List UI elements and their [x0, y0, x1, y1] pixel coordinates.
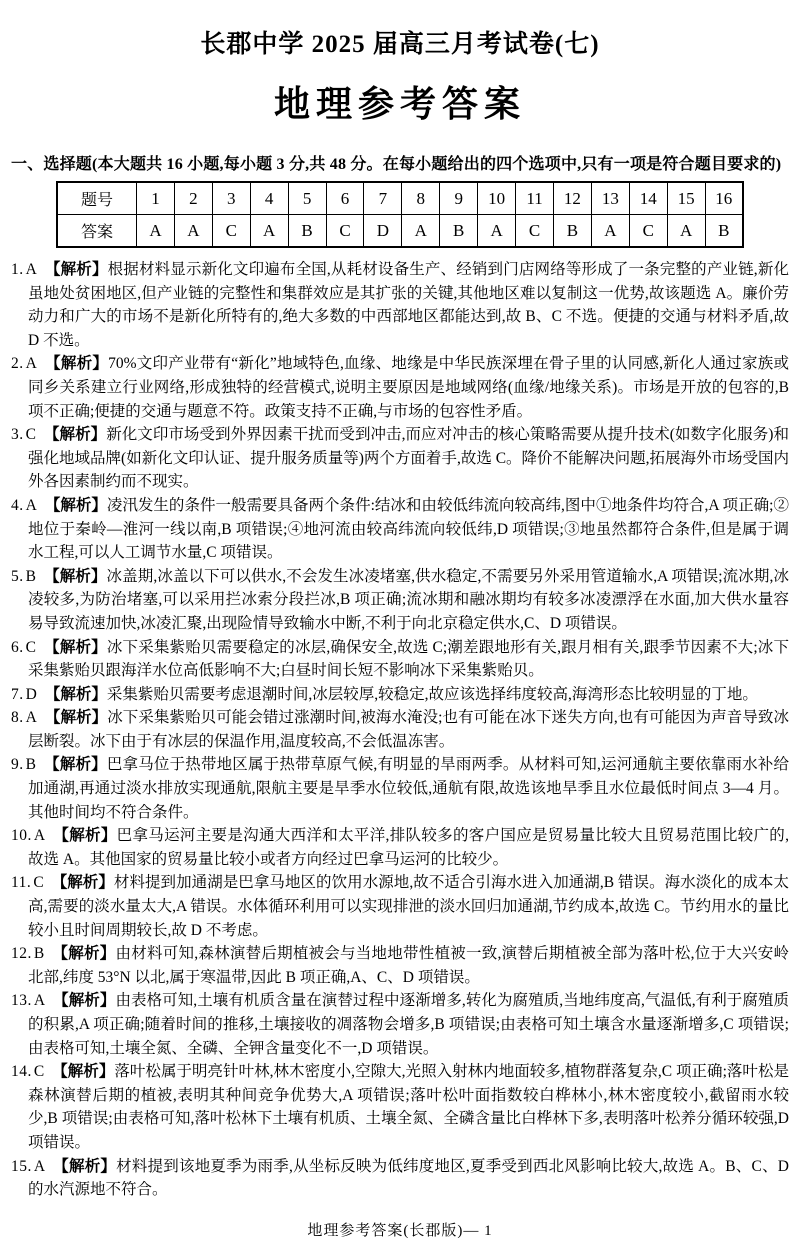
explanation-item — [11, 824, 789, 871]
answer-cell: A — [174, 215, 212, 248]
question-number-cell: 5 — [288, 182, 326, 215]
question-number-cell: 1 — [137, 182, 175, 215]
analysis-tag: 【解析】 — [44, 685, 107, 703]
answer-letter: C — [33, 874, 44, 892]
section-heading — [11, 151, 789, 174]
answer-cell: A — [137, 215, 175, 248]
question-number-cell: 4 — [250, 182, 288, 215]
explanation-text: 采集紫贻贝需要考虑退潮时间,冰层较厚,较稳定,故应该选择纬度较高,海湾形态比较明显的丁地。 — [106, 685, 758, 703]
question-number-cell: 16 — [705, 182, 743, 215]
explanation-text: 由表格可知,土壤有机质含量在演替过程中逐渐增多,转化为腐殖质,当地纬度高,气温低,有利于腐殖质的积累,A 项正确;随着时间的推移,土壤接收的凋落物会增多,B 项错误;由表格可知土壤含水量逐渐增多,C 项错误;由表格可知,土壤全氮、全磷、全钾含量变化不一,D 项错误。 — [28, 992, 789, 1057]
answer-letter: A — [25, 709, 37, 727]
question-number-cell: 2 — [174, 182, 212, 215]
question-number-cell: 7 — [364, 182, 402, 215]
explanation-item — [11, 494, 789, 565]
explanation-item — [11, 636, 789, 683]
explanation-text: 新化文印市场受到外界因素干扰而受到冲击,而应对冲击的核心策略需要从提升技术(如数字化服务)和强化地域品牌(如新化文印认证、提升服务质量等)两个方面着手,故选 C。降价不能解决问题,拓展海外市场受国内外各因素制约而不现实。 — [28, 426, 789, 491]
answer-cell: A — [667, 215, 705, 248]
section-heading-rest: (本大题共 16 小题,每小题 3 分,共 48 分。在每小题给出的四个选项中,只有一项是符合题目要求的) — [92, 156, 782, 173]
explanation-text: 由材料可知,森林演替后期植被会与当地地带性植被一致,演替后期植被全部为落叶松,位于大兴安岭北部,纬度 53°N 以北,属于寒温带,因此 B 项正确,A、C、D 项错误。 — [28, 945, 789, 986]
answer-letter: B — [25, 756, 36, 774]
answer-letter: D — [25, 685, 37, 703]
answer-table — [56, 181, 744, 248]
page-footer: 地理参考答案(长郡版)— 1 — [307, 1222, 493, 1239]
answer-cell: A — [591, 215, 629, 248]
analysis-tag: 【解析】 — [44, 496, 107, 514]
analysis-tag: 【解析】 — [53, 1157, 117, 1175]
explanation-item — [11, 423, 789, 494]
answer-letter: C — [33, 1063, 45, 1081]
answer-letter: C — [25, 426, 36, 444]
explanation-text: 冰下采集紫贻贝需要稳定的冰层,确保安全,故选 C;潮差跟地形有关,跟月相有关,跟季节因素不大;冰下采集紫贻贝跟海洋水位高低影响不大;白昼时间长短不影响冰下采集紫贻贝。 — [28, 638, 789, 680]
answer-cell: D — [364, 215, 402, 248]
answer-cell: C — [212, 215, 250, 248]
question-number-cell: 15 — [667, 182, 705, 215]
explanation-text: 冰下采集紫贻贝可能会错过涨潮时间,被海水淹没;也有可能在冰下迷失方向,也有可能因为声音导致冰层断裂。冰下由于有冰层的保温作用,温度较高,不会低温冻害。 — [28, 709, 789, 750]
answer-cell: A — [250, 215, 288, 248]
explanation-text: 巴拿马运河主要是沟通大西洋和太平洋,排队较多的客户国应是贸易量比较大且贸易范围比较广的,故选 A。其他国家的贸易量比较小或者方向经过巴拿马运河的比较少。 — [28, 827, 789, 868]
explanations-list — [11, 258, 789, 1202]
question-number: 8. — [11, 709, 24, 727]
analysis-tag: 【解析】 — [43, 567, 107, 585]
explanation-text: 根据材料显示新化文印遍布全国,从耗材设备生产、经销到门店网络等形成了一条完整的产业链,新化虽地处贫困地区,但产业链的完整性和集群效应是其扩张的关键,其他地区难以复制这一优势,故该题选 A。廉价劳动力和广大的市场不是新化所特有的,绝大多数的中西部地区都能达到,故 B、C 不选。便捷的交通与材料矛盾,故 D 不选。 — [28, 261, 789, 349]
question-number: 3. — [11, 426, 24, 444]
explanation-text: 冰盖期,冰盖以下可以供水,不会发生冰凌堵塞,供水稳定,不需要另外采用管道输水,A 项错误;流冰期,冰凌较多,为防治堵塞,可以采用拦冰索分段拦冰,B 项正确;流冰期和融冰期均有较多冰凌漂浮在水面,加大供水量容易导致流速加快,冰凌汇聚,出现险情导致输水中断,不利于向北京稳定供水,C、D 项错误。 — [28, 567, 789, 632]
question-number-cell: 14 — [629, 182, 667, 215]
answer-cell: C — [516, 215, 554, 248]
question-row-label: 题号 — [57, 182, 137, 215]
question-number: 5. — [11, 567, 24, 585]
question-number-cell: 3 — [212, 182, 250, 215]
explanation-item — [11, 352, 789, 423]
analysis-tag: 【解析】 — [44, 709, 108, 727]
page-title: 地理参考答案 — [273, 83, 526, 124]
question-number: 4. — [11, 496, 24, 514]
question-number-cell: 9 — [440, 182, 478, 215]
analysis-tag: 【解析】 — [43, 638, 107, 656]
explanation-text: 材料提到该地夏季为雨季,从坐标反映为低纬度地区,夏季受到西北风影响比较大,故选 A。B、C、D 的水汽源地不符合。 — [28, 1157, 789, 1199]
question-number: 10. — [11, 827, 32, 845]
explanation-text: 材料提到加通湖是巴拿马地区的饮用水源地,故不适合引海水进入加通湖,B 错误。海水淡化的成本太高,需要的淡水量太大,A 错误。水体循环利用可以实现排泄的淡水回归加通湖,节约成本,故选 C。节约用水的量比较小且时间周期较长,故 D 不考虑。 — [28, 874, 789, 939]
question-number-cell: 6 — [326, 182, 364, 215]
analysis-tag: 【解析】 — [43, 426, 107, 444]
question-number-cell: 12 — [553, 182, 591, 215]
question-number: 9. — [11, 756, 24, 774]
question-number-cell: 10 — [478, 182, 516, 215]
answer-letter: A — [33, 827, 46, 845]
question-number: 12. — [11, 945, 32, 963]
question-number: 13. — [11, 992, 32, 1010]
answer-letter: B — [25, 567, 36, 585]
answer-letter: C — [25, 638, 36, 656]
answer-cell: C — [326, 215, 364, 248]
explanation-item — [11, 683, 789, 707]
question-number: 11. — [11, 874, 32, 892]
answer-letter: A — [33, 992, 46, 1010]
answer-row-label: 答案 — [57, 215, 137, 248]
explanation-item — [11, 258, 789, 352]
analysis-tag: 【解析】 — [53, 992, 116, 1010]
answer-letter: A — [25, 261, 37, 278]
question-number: 14. — [11, 1063, 32, 1081]
explanation-item — [11, 989, 789, 1060]
analysis-tag: 【解析】 — [53, 827, 117, 845]
analysis-tag: 【解析】 — [43, 756, 107, 774]
analysis-tag: 【解析】 — [44, 355, 109, 373]
answer-cell: B — [705, 215, 743, 248]
explanation-item — [11, 706, 789, 753]
explanation-item — [11, 1060, 789, 1154]
answer-letter: A — [25, 355, 37, 373]
question-number-cell: 13 — [591, 182, 629, 215]
answer-cell: A — [478, 215, 516, 248]
question-number: 7. — [11, 685, 24, 703]
answer-letter: B — [33, 945, 45, 963]
answer-cell: A — [402, 215, 440, 248]
question-number-cell: 8 — [402, 182, 440, 215]
explanation-item — [11, 942, 789, 989]
explanation-text: 落叶松属于明亮针叶林,林木密度小,空隙大,光照入射林内地面较多,植物群落复杂,C 项正确;落叶松是森林演替后期的植被,表明其种间竞争优势大,A 项错误;落叶松叶面指数较白桦林小,林木密度较小,截留雨水较少,B 项错误;由表格可知,落叶松林下土壤有机质、土壤全氮、全磷含量比白桦林下多,表明落叶松养分循环较强,D 项错误。 — [28, 1063, 789, 1151]
question-number: 2. — [11, 355, 24, 373]
answer-cell: C — [629, 215, 667, 248]
explanation-text: 巴拿马位于热带地区属于热带草原气候,有明显的旱雨两季。从材料可知,运河通航主要依靠雨水补给加通湖,再通过淡水排放实现通航,限航主要是旱季水位较低,通航有限,故选该地旱季且水位最低时间点 3—4 月。其他时间均不符合条件。 — [28, 756, 789, 821]
question-number-cell: 11 — [516, 182, 554, 215]
analysis-tag: 【解析】 — [44, 261, 108, 278]
question-number: 15. — [11, 1157, 32, 1175]
explanation-text: 凌汛发生的条件一般需要具备两个条件:结冰和由较低纬流向较高纬,图中①地条件均符合,A 项正确;②地位于秦岭—淮河一线以南,B 项错误;④地河流由较高纬流向较低纬,D 项错误;③地虽然都符合条件,但是属于调水工程,可以人工调节水量,C 项错误。 — [28, 496, 789, 562]
answer-cell: B — [440, 215, 478, 248]
explanation-item — [11, 753, 789, 824]
answer-cell: B — [553, 215, 591, 248]
answer-cell: B — [288, 215, 326, 248]
explanation-item — [11, 871, 789, 942]
answer-letter: A — [33, 1157, 46, 1175]
analysis-tag: 【解析】 — [51, 874, 114, 892]
explanation-item — [11, 565, 789, 636]
question-number: 6. — [11, 638, 24, 656]
answer-letter: A — [25, 496, 37, 514]
explanation-item — [11, 1155, 789, 1202]
answer-row — [57, 215, 743, 248]
analysis-tag: 【解析】 — [52, 945, 116, 963]
exam-title: 长郡中学 2025 届高三月考试卷(七) — [200, 31, 600, 58]
question-number: 1. — [11, 261, 24, 278]
explanation-text: 70%文印产业带有“新化”地域特色,血缘、地缘是中华民族深埋在骨子里的认同感,新化人通过家族或同乡关系建立行业网络,形成独特的经营模式,说明主要原因是地域网络(血缘/地缘关系)。市场是开放的包容的,B 项不正确;便捷的交通与题意不符。政策支持不正确,与市场的包容性矛盾。 — [28, 355, 789, 420]
question-number-row — [57, 182, 743, 215]
section-heading-lead: 一、选择题 — [11, 156, 93, 173]
analysis-tag: 【解析】 — [52, 1063, 115, 1081]
